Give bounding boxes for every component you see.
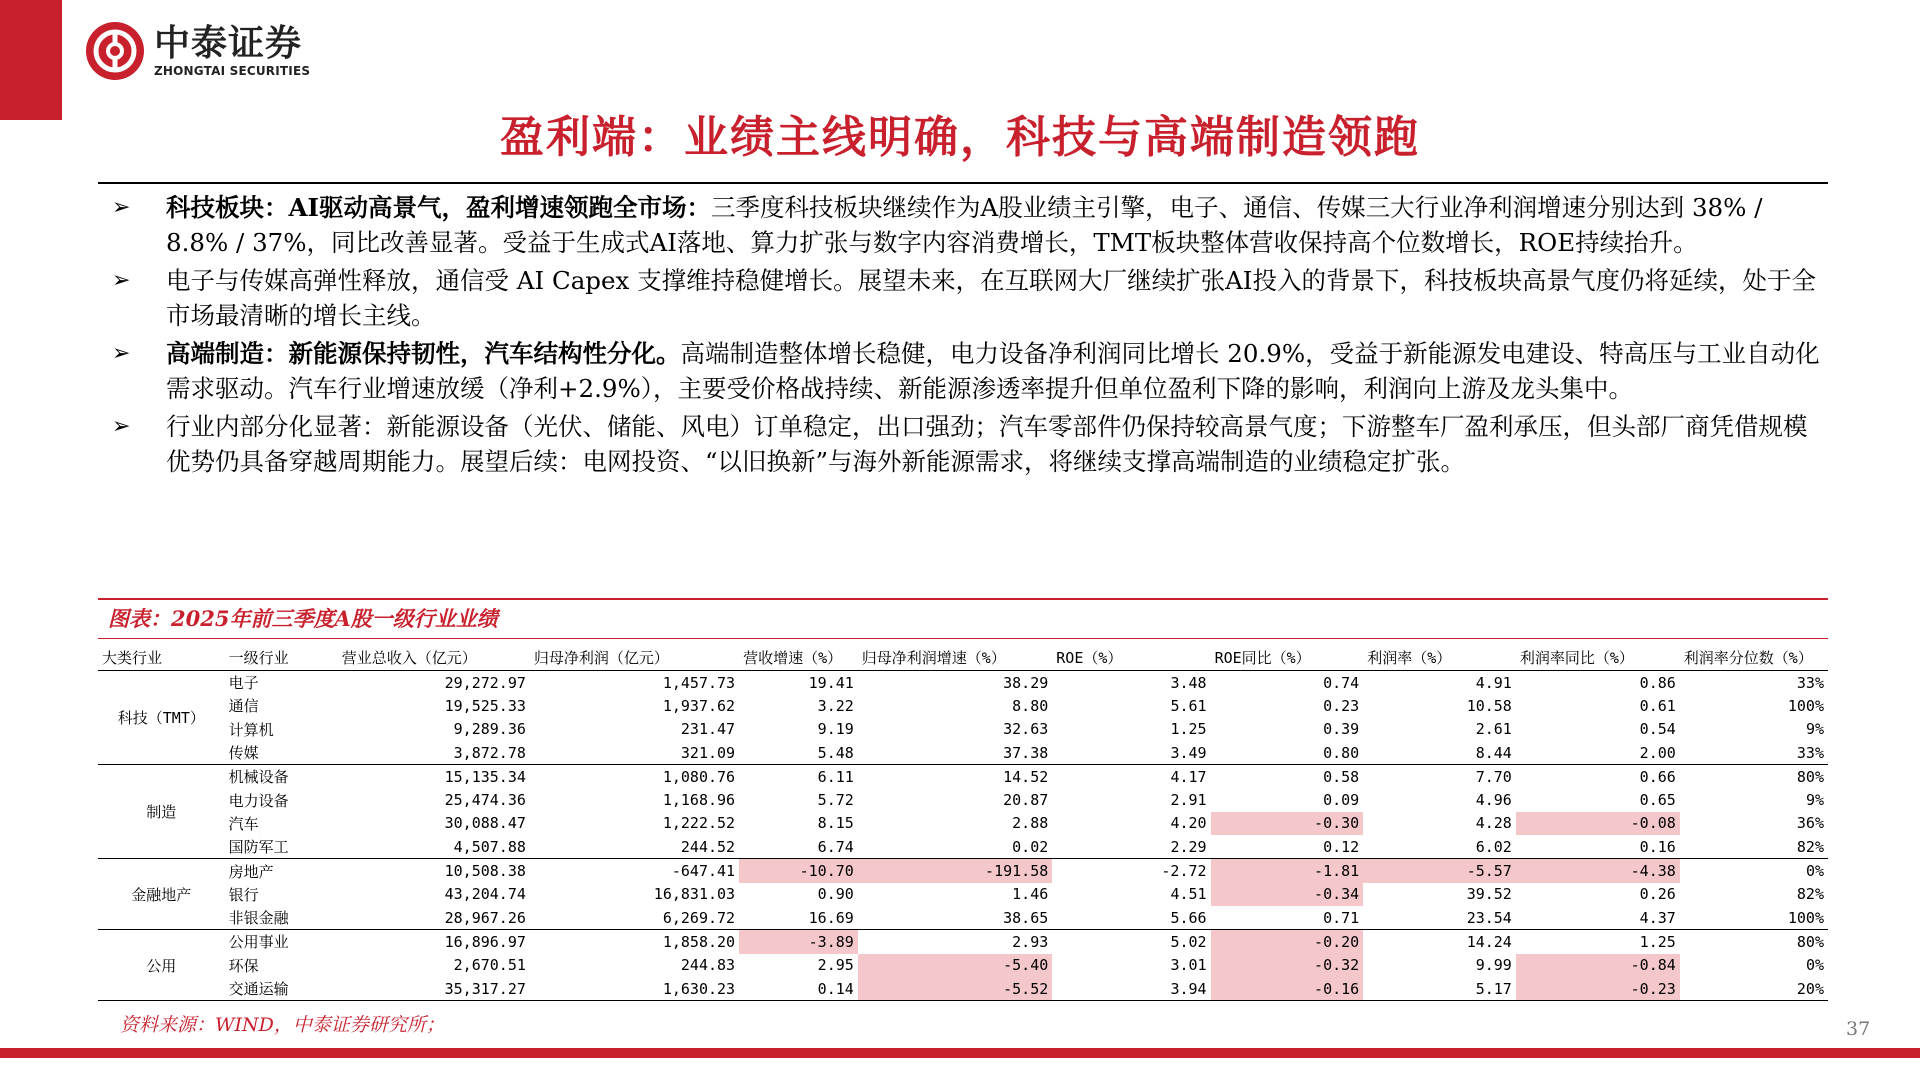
value-cell: 4.28 (1475, 814, 1512, 833)
table-row (98, 741, 1828, 765)
figure-caption-rule-top (98, 598, 1828, 600)
table-row (98, 718, 1828, 741)
column-header: 利润率（%） (1363, 644, 1516, 671)
value-cell: 16,896.97 (444, 932, 526, 951)
value-cell: -1.81 (1211, 859, 1364, 883)
industry-performance-table (98, 644, 1828, 1001)
value-cell: 19.41 (808, 673, 854, 692)
column-header: 归母净利润（亿元） (530, 644, 739, 671)
value-cell: -0.32 (1211, 954, 1364, 977)
value-cell: 244.52 (530, 835, 739, 859)
value-cell: 37.38 (858, 741, 1052, 765)
value-cell: 8.15 (817, 814, 854, 833)
value-cell: -5.40 (858, 954, 1052, 977)
column-header: ROE（%） (1052, 644, 1210, 671)
value-cell: 2.61 (1475, 720, 1512, 739)
value-cell: -2.72 (1161, 862, 1207, 881)
industry-cell: 环保 (228, 956, 259, 975)
value-cell: 9.19 (817, 720, 854, 739)
value-cell: 3.01 (1170, 956, 1207, 975)
industry-cell: 交通运输 (225, 977, 338, 1001)
group-cell: 金融地产 (98, 859, 225, 930)
arrow-bullet-icon: ➢ (112, 341, 131, 366)
value-cell: 1,630.23 (530, 977, 739, 1001)
value-cell: 29,272.97 (444, 673, 526, 692)
value-cell: 5.72 (817, 791, 854, 810)
column-header: 营业总收入（亿元） (338, 644, 530, 671)
column-header: 营收增速（%） (739, 644, 858, 671)
industry-cell: 计算机 (228, 720, 274, 739)
bullet-item (108, 409, 1828, 479)
column-header: 利润率同比（%） (1516, 644, 1680, 671)
value-cell: 14.52 (1003, 767, 1049, 786)
value-cell: 1,937.62 (662, 696, 736, 715)
value-cell: 8.80 (1012, 696, 1049, 715)
value-cell: 5.61 (1170, 696, 1207, 715)
value-cell: 39.52 (1466, 885, 1512, 904)
table-row (98, 694, 1828, 717)
industry-cell: 汽车 (228, 814, 259, 833)
industry-cell: 国防军工 (225, 835, 338, 859)
value-cell: 1,222.52 (662, 814, 736, 833)
value-cell: 9% (1805, 791, 1824, 810)
value-cell: 16.69 (739, 906, 858, 930)
value-cell: 16,831.03 (653, 885, 736, 904)
bullet-item (108, 336, 1828, 406)
table-row (98, 906, 1828, 930)
value-cell: 100% (1787, 696, 1824, 715)
industry-performance-table-wrapper (98, 644, 1828, 1001)
page-number: 37 (1846, 1018, 1871, 1040)
value-cell: 0.54 (1639, 720, 1676, 739)
value-cell: 9.99 (1475, 956, 1512, 975)
brand-bar-left (0, 0, 62, 120)
value-cell: 7.70 (1475, 767, 1512, 786)
value-cell: 80% (1796, 767, 1824, 786)
group-cell: 制造 (98, 765, 225, 859)
source-note: 资料来源：WIND，中泰证券研究所； (120, 1014, 445, 1036)
column-header: 归母净利润增速（%） (858, 644, 1052, 671)
value-cell: 0.66 (1639, 767, 1676, 786)
value-cell: 3.94 (1052, 977, 1210, 1001)
industry-cell: 非银金融 (225, 906, 338, 930)
value-cell: 9% (1805, 720, 1824, 739)
value-cell: 20.87 (1003, 791, 1049, 810)
value-cell: 6.11 (817, 767, 854, 786)
value-cell: -0.23 (1516, 977, 1680, 1001)
value-cell: -5.57 (1363, 859, 1516, 883)
column-header: 一级行业 (225, 644, 338, 671)
table-row (98, 788, 1828, 811)
table-row (98, 835, 1828, 859)
value-cell: 0.90 (817, 885, 854, 904)
value-cell: 28,967.26 (338, 906, 530, 930)
value-cell: 0.23 (1323, 696, 1360, 715)
bullet-item (108, 190, 1828, 260)
value-cell: 10.58 (1466, 696, 1512, 715)
value-cell: 33% (1796, 673, 1824, 692)
value-cell: 23.54 (1363, 906, 1516, 930)
value-cell: 0.86 (1639, 673, 1676, 692)
industry-cell: 传媒 (225, 741, 338, 765)
value-cell: 0.58 (1323, 767, 1360, 786)
value-cell: 38.65 (858, 906, 1052, 930)
value-cell: -0.16 (1211, 977, 1364, 1001)
value-cell: 30,088.47 (444, 814, 526, 833)
title-divider (98, 182, 1828, 184)
value-cell: 0.39 (1323, 720, 1360, 739)
industry-cell: 通信 (228, 697, 259, 716)
value-cell: 4.96 (1475, 791, 1512, 810)
industry-cell: 机械设备 (228, 768, 289, 787)
industry-cell: 房地产 (228, 862, 274, 881)
figure-caption: 图表：2025年前三季度A股一级行业业绩 (108, 606, 498, 631)
table-row (98, 859, 1828, 883)
value-cell: 0.74 (1323, 673, 1360, 692)
value-cell: 1.46 (1012, 885, 1049, 904)
value-cell: 4.37 (1516, 906, 1680, 930)
value-cell: 0.61 (1639, 696, 1676, 715)
bullet-text: 三季度科技板块继续作为A股业绩主引擎，电子、通信、传媒三大行业净利润增速分别达到 38% / 8.8% / 37%，同比改善显著。受益于生成式AI落地、算力扩张与数字内容消费增长，TMT板块整体营收保持高个位数增长，ROE持续抬升。 (166, 193, 1763, 257)
table-row (98, 812, 1828, 835)
value-cell: 321.09 (530, 741, 739, 765)
value-cell: -0.20 (1211, 930, 1364, 954)
value-cell: 231.47 (680, 720, 736, 739)
value-cell: 36% (1796, 814, 1824, 833)
value-cell: 1,858.20 (662, 932, 736, 951)
value-cell: 1,080.76 (662, 767, 736, 786)
value-cell: 6.74 (739, 835, 858, 859)
value-cell: 2,670.51 (453, 956, 526, 975)
industry-cell: 电力设备 (228, 791, 289, 810)
value-cell: 82% (1680, 835, 1828, 859)
value-cell: 10,508.38 (444, 862, 526, 881)
arrow-bullet-icon: ➢ (112, 414, 131, 439)
value-cell: 4.51 (1170, 885, 1207, 904)
slide-title: 盈利端：业绩主线明确，科技与高端制造领跑 (500, 112, 1420, 163)
value-cell: 3,872.78 (338, 741, 530, 765)
value-cell: 9,289.36 (453, 720, 526, 739)
value-cell: 20% (1680, 977, 1828, 1001)
value-cell: 1.25 (1170, 720, 1207, 739)
value-cell: 82% (1796, 885, 1824, 904)
value-cell: -0.30 (1211, 812, 1364, 835)
value-cell: 19,525.33 (444, 696, 526, 715)
bullet-text: 电子与传媒高弹性释放，通信受 AI Capex 支撑维持稳健增长。展望未来，在互联网大厂继续扩张AI投入的背景下，科技板块高景气度仍将延续，处于全市场最清晰的增长主线。 (166, 266, 1816, 330)
value-cell: -647.41 (671, 862, 736, 881)
value-cell: -5.52 (858, 977, 1052, 1001)
value-cell: 0% (1805, 862, 1824, 881)
value-cell: 14.24 (1466, 932, 1512, 951)
logo-english-name: ZHONGTAI SECURITIES (154, 64, 311, 78)
company-logo (84, 20, 310, 82)
value-cell: 3.22 (817, 696, 854, 715)
value-cell: 1,457.73 (662, 673, 736, 692)
value-cell: 3.48 (1170, 673, 1207, 692)
bullet-text: 行业内部分化显著：新能源设备（光伏、储能、风电）订单稳定，出口强劲；汽车零部件仍保持较高景气度；下游整车厂盈利承压，但头部厂商凭借规模优势仍具备穿越周期能力。展望后续：电网投资、“以旧换新”与海外新能源需求，将继续支撑高端制造的业绩稳定扩张。 (166, 412, 1808, 476)
table-row (98, 765, 1828, 789)
value-cell: 2.29 (1052, 835, 1210, 859)
bullet-list (108, 190, 1828, 482)
value-cell: -4.38 (1516, 859, 1680, 883)
value-cell: 0.26 (1639, 885, 1676, 904)
value-cell: 5.02 (1170, 932, 1207, 951)
value-cell: -0.84 (1516, 954, 1680, 977)
value-cell: 43,204.74 (444, 885, 526, 904)
value-cell: 6,269.72 (530, 906, 739, 930)
arrow-bullet-icon: ➢ (112, 195, 131, 220)
value-cell: 4.17 (1170, 767, 1207, 786)
value-cell: 2.88 (1012, 814, 1049, 833)
table-row (98, 954, 1828, 977)
value-cell: -3.89 (739, 930, 858, 954)
value-cell: 4.91 (1475, 673, 1512, 692)
group-cell: 公用 (98, 930, 225, 1001)
value-cell: 5.66 (1052, 906, 1210, 930)
value-cell: 0.02 (858, 835, 1052, 859)
value-cell: 25,474.36 (444, 791, 526, 810)
table-row (98, 930, 1828, 954)
brand-bar-bottom (0, 1048, 1920, 1058)
value-cell: 15,135.34 (444, 767, 526, 786)
value-cell: 38.29 (1003, 673, 1049, 692)
value-cell: 3.49 (1052, 741, 1210, 765)
industry-cell: 公用事业 (228, 933, 289, 952)
table-row (98, 977, 1828, 1001)
bullet-lead: 高端制造：新能源保持韧性，汽车结构性分化。 (166, 339, 681, 368)
value-cell: 32.63 (1003, 720, 1049, 739)
group-cell: 科技（TMT） (98, 671, 225, 765)
zhongtai-logo-icon (84, 20, 146, 82)
value-cell: 5.48 (739, 741, 858, 765)
value-cell: 0.09 (1323, 791, 1360, 810)
value-cell: 0.16 (1516, 835, 1680, 859)
value-cell: 100% (1680, 906, 1828, 930)
value-cell: 8.44 (1363, 741, 1516, 765)
value-cell: 244.83 (680, 956, 736, 975)
logo-chinese-name: 中泰证券 (154, 23, 303, 64)
industry-cell: 电子 (228, 674, 259, 693)
value-cell: 0.65 (1639, 791, 1676, 810)
value-cell: 2.00 (1516, 741, 1680, 765)
industry-cell: 银行 (228, 885, 259, 904)
table-row (98, 671, 1828, 695)
value-cell: 1.25 (1639, 932, 1676, 951)
value-cell: 2.95 (817, 956, 854, 975)
value-cell: 4.20 (1170, 814, 1207, 833)
value-cell: -0.08 (1516, 812, 1680, 835)
value-cell: 2.93 (1012, 932, 1049, 951)
column-header: 大类行业 (98, 644, 225, 671)
value-cell: 80% (1796, 932, 1824, 951)
value-cell: -10.70 (739, 859, 858, 883)
value-cell: 0% (1805, 956, 1824, 975)
value-cell: 5.17 (1363, 977, 1516, 1001)
value-cell: 0.12 (1211, 835, 1364, 859)
bullet-item (108, 263, 1828, 333)
value-cell: 0.71 (1211, 906, 1364, 930)
value-cell: 1,168.96 (662, 791, 736, 810)
bullet-text: 高端制造整体增长稳健，电力设备净利润同比增长 20.9%，受益于新能源发电建设、特高压与工业自动化需求驱动。汽车行业增速放缓（净利+2.9%），主要受价格战持续、新能源渗透率提升但单位盈利下降的影响，利润向上游及龙头集中。 (166, 339, 1820, 403)
value-cell: 0.14 (739, 977, 858, 1001)
value-cell: -191.58 (858, 859, 1052, 883)
arrow-bullet-icon: ➢ (112, 268, 131, 293)
value-cell: -0.34 (1211, 883, 1364, 906)
table-header-row (98, 644, 1828, 671)
table-row (98, 883, 1828, 906)
figure-caption-rule-bottom (98, 638, 1828, 639)
value-cell: 0.80 (1211, 741, 1364, 765)
value-cell: 6.02 (1363, 835, 1516, 859)
value-cell: 2.91 (1170, 791, 1207, 810)
value-cell: 33% (1680, 741, 1828, 765)
bullet-lead: 科技板块：AI驱动高景气，盈利增速领跑全市场： (166, 193, 711, 222)
column-header: 利润率分位数（%） (1680, 644, 1828, 671)
value-cell: 35,317.27 (338, 977, 530, 1001)
value-cell: 4,507.88 (338, 835, 530, 859)
column-header: ROE同比（%） (1211, 644, 1364, 671)
